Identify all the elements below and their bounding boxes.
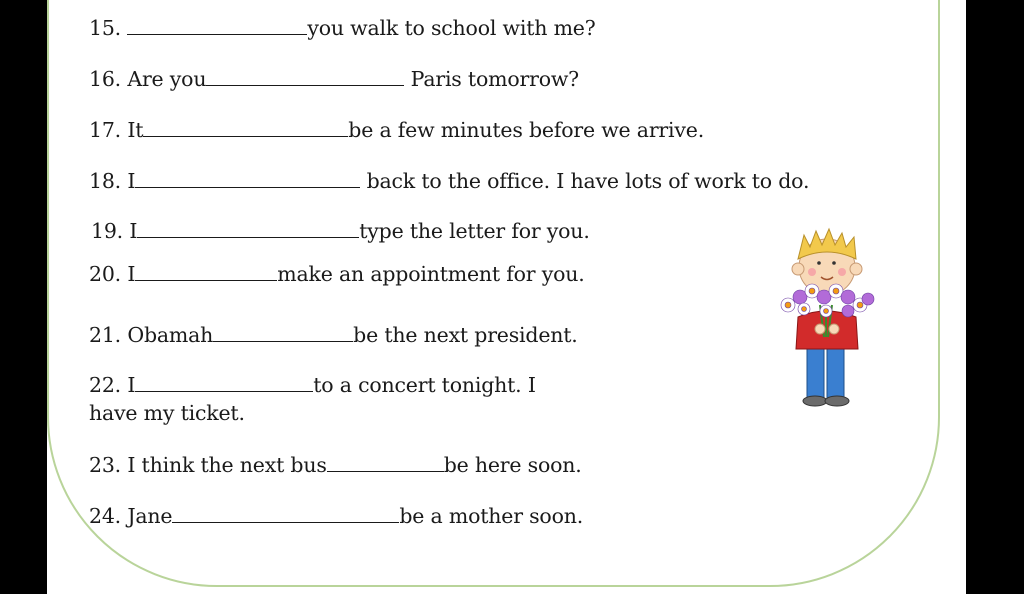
- answer-blank[interactable]: [137, 219, 359, 238]
- question-18: [89, 169, 809, 193]
- question-23: [89, 453, 582, 477]
- question-text-before: I: [127, 373, 136, 397]
- question-text-after: you walk to school with me?: [307, 16, 596, 40]
- question-text-before: I: [127, 169, 136, 193]
- question-number: 18.: [89, 169, 122, 193]
- answer-blank[interactable]: [172, 504, 399, 523]
- question-text-after: make an appointment for you.: [277, 262, 585, 286]
- question-16: [89, 67, 579, 91]
- question-text-before: It: [127, 118, 144, 142]
- question-number: 24.: [89, 504, 122, 528]
- question-number: 17.: [89, 118, 122, 142]
- question-text-before: I think the next bus: [127, 453, 327, 477]
- answer-blank[interactable]: [127, 16, 307, 35]
- question-number: 15.: [89, 16, 122, 40]
- question-text-before: I: [127, 262, 136, 286]
- answer-blank[interactable]: [135, 262, 277, 281]
- question-number: 16.: [89, 67, 122, 91]
- question-22: [89, 373, 536, 397]
- question-text-after: be a mother soon.: [399, 504, 584, 528]
- question-21: [89, 323, 578, 347]
- question-number: 23.: [89, 453, 122, 477]
- question-number: 19.: [91, 219, 124, 243]
- question-number: 20.: [89, 262, 122, 286]
- question-number: 21.: [89, 323, 122, 347]
- worksheet-page: [47, 0, 966, 594]
- question-text-before: Are you: [127, 67, 207, 91]
- question-text-before: Obamah: [127, 323, 214, 347]
- question-text-after: type the letter for you.: [359, 219, 590, 243]
- question-text-before: Jane: [127, 504, 173, 528]
- question-20: [89, 262, 585, 286]
- question-text-before: I: [129, 219, 138, 243]
- question-24: [89, 504, 583, 528]
- answer-blank[interactable]: [135, 169, 360, 188]
- answer-blank[interactable]: [213, 323, 353, 342]
- answer-blank[interactable]: [143, 118, 348, 137]
- answer-blank[interactable]: [206, 67, 404, 86]
- question-text-after: back to the office. I have lots of work to do.: [360, 169, 810, 193]
- question-17: [89, 118, 704, 142]
- question-19: [91, 219, 590, 243]
- question-number: 22.: [89, 373, 122, 397]
- question-text-after: to a concert tonight. I: [313, 373, 536, 397]
- question-text-after: Paris tomorrow?: [404, 67, 579, 91]
- question-text-after: be here soon.: [443, 453, 582, 477]
- question-15: [89, 16, 596, 40]
- boy-holding-flowers-icon: [774, 225, 880, 411]
- question-22-continuation: have my ticket.: [89, 401, 245, 425]
- question-text-after: be a few minutes before we arrive.: [348, 118, 705, 142]
- answer-blank[interactable]: [135, 373, 313, 392]
- question-text-after: be the next president.: [353, 323, 578, 347]
- answer-blank[interactable]: [327, 453, 444, 472]
